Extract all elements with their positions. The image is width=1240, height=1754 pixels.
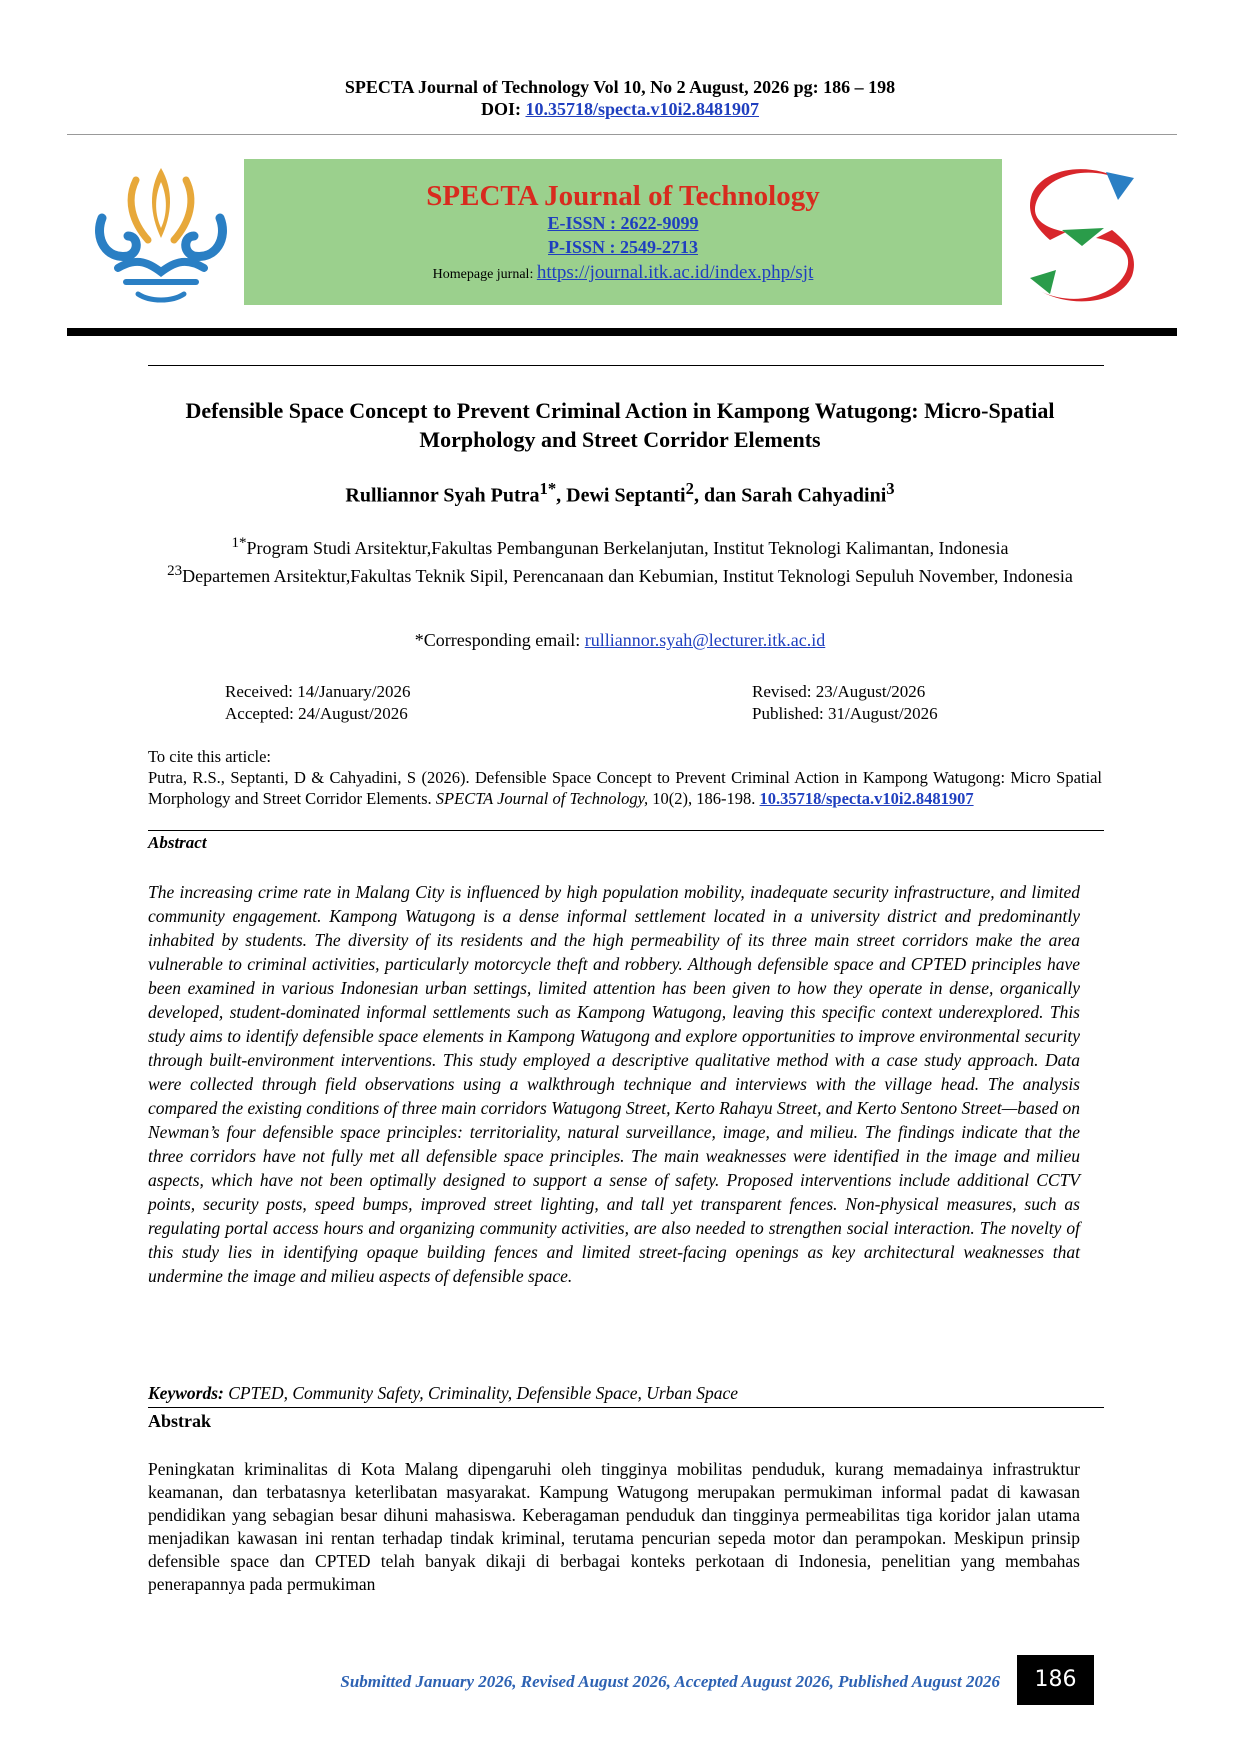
dates-right bbox=[752, 681, 938, 725]
abstrak-heading: Abstrak bbox=[148, 1411, 212, 1431]
citation-label: To cite this article: bbox=[148, 747, 272, 766]
running-head bbox=[0, 76, 1240, 120]
keywords-list: CPTED, Community Safety, Criminality, Defensible Space, Urban Space bbox=[223, 1383, 739, 1403]
page-number: 186 bbox=[1017, 1655, 1094, 1705]
affiliation-sup: 23 bbox=[167, 563, 183, 579]
abstrak-text: Peningkatan kriminalitas di Kota Malang dipengaruhi oleh tingginya mobilitas penduduk, kurang memadainya infrastruktur keamanan, dan terbatasnya keterlibatan masyarakat. Kampung Watugong merupakan permukiman informal padat di kawasan pendidikan yang sebagian besar dihuni mahasiswa. Keberagaman penduduk dan tingginya permeabilitas tiga koridor jalan utama menjadikan kawasan ini rentan terhadap tindak kriminal, terutama pencurian sepeda motor dan perampokan. Meskipun prinsip defensible space dan CPTED telah banyak dikaji di berbagai konteks perkotaan di Indonesia, penelitian yang membahas penerapannya pada permukiman bbox=[148, 1459, 1080, 1594]
citation-text bbox=[148, 767, 1102, 809]
doi-link[interactable]: 10.35718/specta.v10i2.8481907 bbox=[525, 99, 759, 119]
corr-label: *Corresponding email: bbox=[414, 630, 585, 650]
eissn-link[interactable]: E-ISSN : 2622-9099 bbox=[547, 213, 699, 233]
doi-label: DOI: bbox=[481, 99, 526, 119]
pissn bbox=[244, 237, 1002, 258]
corresponding-email bbox=[150, 630, 1090, 651]
journal-name: SPECTA Journal of Technology bbox=[426, 180, 820, 212]
keywords-divider bbox=[148, 1407, 1104, 1408]
revised-date: Revised: 23/August/2026 bbox=[752, 682, 926, 701]
affiliation-1 bbox=[150, 532, 1090, 560]
abstract-text: The increasing crime rate in Malang City is influenced by high population mobility, inadequate security infrastructure, and limited community engagement. Kampong Watugong is a dense informal settlement located in a university district and predominantly inhabited by students. The diversity of its residents and the high permeability of its three main street corridors make the area vulnerable to criminal activities, particularly motorcycle theft and robbery. Although defensible space and CPTED principles have been examined in various Indonesian urban settings, limited attention has been given to how they operate in dense, organically developed, student-dominated informal settlements such as Kampong Watugong, leaving this specific context underexplored. This study aims to identify defensible space elements in Kampong Watugong and explore opportunities to improve environmental security through built-environment interventions. This study employed a descriptive qualitative method with a case study approach. Data were collected through field observations using a walkthrough technique and interviews with the village head. The analysis compared the existing conditions of three main corridors Watugong Street, Kerto Rahayu Street, and Kerto Sentono Street—based on Newman’s four defensible space principles: territoriality, natural surveillance, image, and milieu. The findings indicate that the three corridors have not fully met all defensible space principles. The main weaknesses were identified in the image and milieu aspects, which have not been optimally designed to support a sense of safety. Proposed interventions include additional CCTV points, security posts, speed bumps, improved street lighting, and tall yet transparent fences. Non-physical measures, such as regulating portal access hours and organizing community activities, are also needed to strengthen social interaction. The novelty of this study lies in identifying opaque building fences and limited street-facing openings as key architectural weaknesses that undermine the image and milieu aspects of defensible space. bbox=[148, 882, 1080, 1286]
published-date: Published: 31/August/2026 bbox=[752, 704, 938, 723]
footer-dates: Submitted January 2026, Revised August 2026, Accepted August 2026, Published August 2026 bbox=[340, 1672, 1000, 1691]
author-name: Rulliannor Syah Putra bbox=[345, 484, 540, 507]
author-sup: 3 bbox=[886, 479, 895, 498]
citation-volume: 10(2), 186-198. bbox=[648, 789, 760, 808]
affiliation-2 bbox=[150, 560, 1090, 588]
received-date: Received: 14/January/2026 bbox=[225, 682, 411, 701]
running-head-line: SPECTA Journal of Technology Vol 10, No 2 August, 2026 pg: 186 – 198 bbox=[344, 77, 896, 97]
authors bbox=[150, 479, 1090, 508]
keywords-label: Keywords: bbox=[148, 1383, 224, 1403]
accepted-date: Accepted: 24/August/2026 bbox=[225, 704, 408, 723]
affiliations bbox=[150, 532, 1090, 588]
dates-left bbox=[225, 681, 411, 725]
author-sup: 2 bbox=[685, 479, 694, 498]
author-name: Dewi Septanti bbox=[566, 484, 686, 507]
eissn bbox=[244, 213, 1002, 234]
affiliation-sup: 1* bbox=[231, 535, 247, 551]
author-separator: , bbox=[556, 484, 567, 507]
itk-logo-icon bbox=[88, 160, 234, 308]
author-separator: , dan bbox=[693, 484, 742, 507]
pissn-link[interactable]: P-ISSN : 2549-2713 bbox=[547, 237, 698, 257]
abstract-heading: Abstract bbox=[148, 833, 207, 852]
corr-email-link[interactable]: rulliannor.syah@lecturer.itk.ac.id bbox=[584, 630, 826, 650]
affiliation-text: Departemen Arsitektur,Fakultas Teknik Sipil, Perencanaan dan Kebumian, Institut Teknologi Sepuluh November, Indonesia bbox=[182, 566, 1073, 586]
citation-block bbox=[148, 746, 1102, 809]
homepage-line bbox=[244, 262, 1002, 284]
homepage-label: Homepage jurnal: bbox=[432, 267, 537, 282]
author-sup: 1* bbox=[539, 479, 557, 498]
homepage-link[interactable]: https://journal.itk.ac.id/index.php/sjt bbox=[536, 262, 814, 283]
header-divider bbox=[67, 134, 1177, 135]
keywords bbox=[148, 1383, 738, 1404]
title-divider bbox=[148, 365, 1104, 366]
citation-journal: SPECTA Journal of Technology, bbox=[435, 789, 649, 808]
affiliation-text: Program Studi Arsitektur,Fakultas Pembangunan Berkelanjutan, Institut Teknologi Kalimantan, Indonesia bbox=[246, 538, 1009, 558]
specta-logo-icon bbox=[1022, 166, 1142, 306]
citation-body: Putra, R.S., Septanti, D & Cahyadini, S (2026). Defensible Space Concept to Prevent Criminal Action in Kampong Watugong: Micro Spatial Morphology and Street Corridor Elements. bbox=[148, 768, 1102, 808]
doi-line bbox=[0, 98, 1240, 120]
author-name: Sarah Cahyadini bbox=[741, 484, 887, 507]
citation-divider bbox=[148, 830, 1104, 831]
citation-doi-link[interactable]: 10.35718/specta.v10i2.8481907 bbox=[759, 789, 974, 808]
paper-title: Defensible Space Concept to Prevent Criminal Action in Kampong Watugong: Micro-Spatial Morphology and Street Corridor Elements bbox=[185, 398, 1055, 452]
header-bar bbox=[67, 328, 1177, 336]
